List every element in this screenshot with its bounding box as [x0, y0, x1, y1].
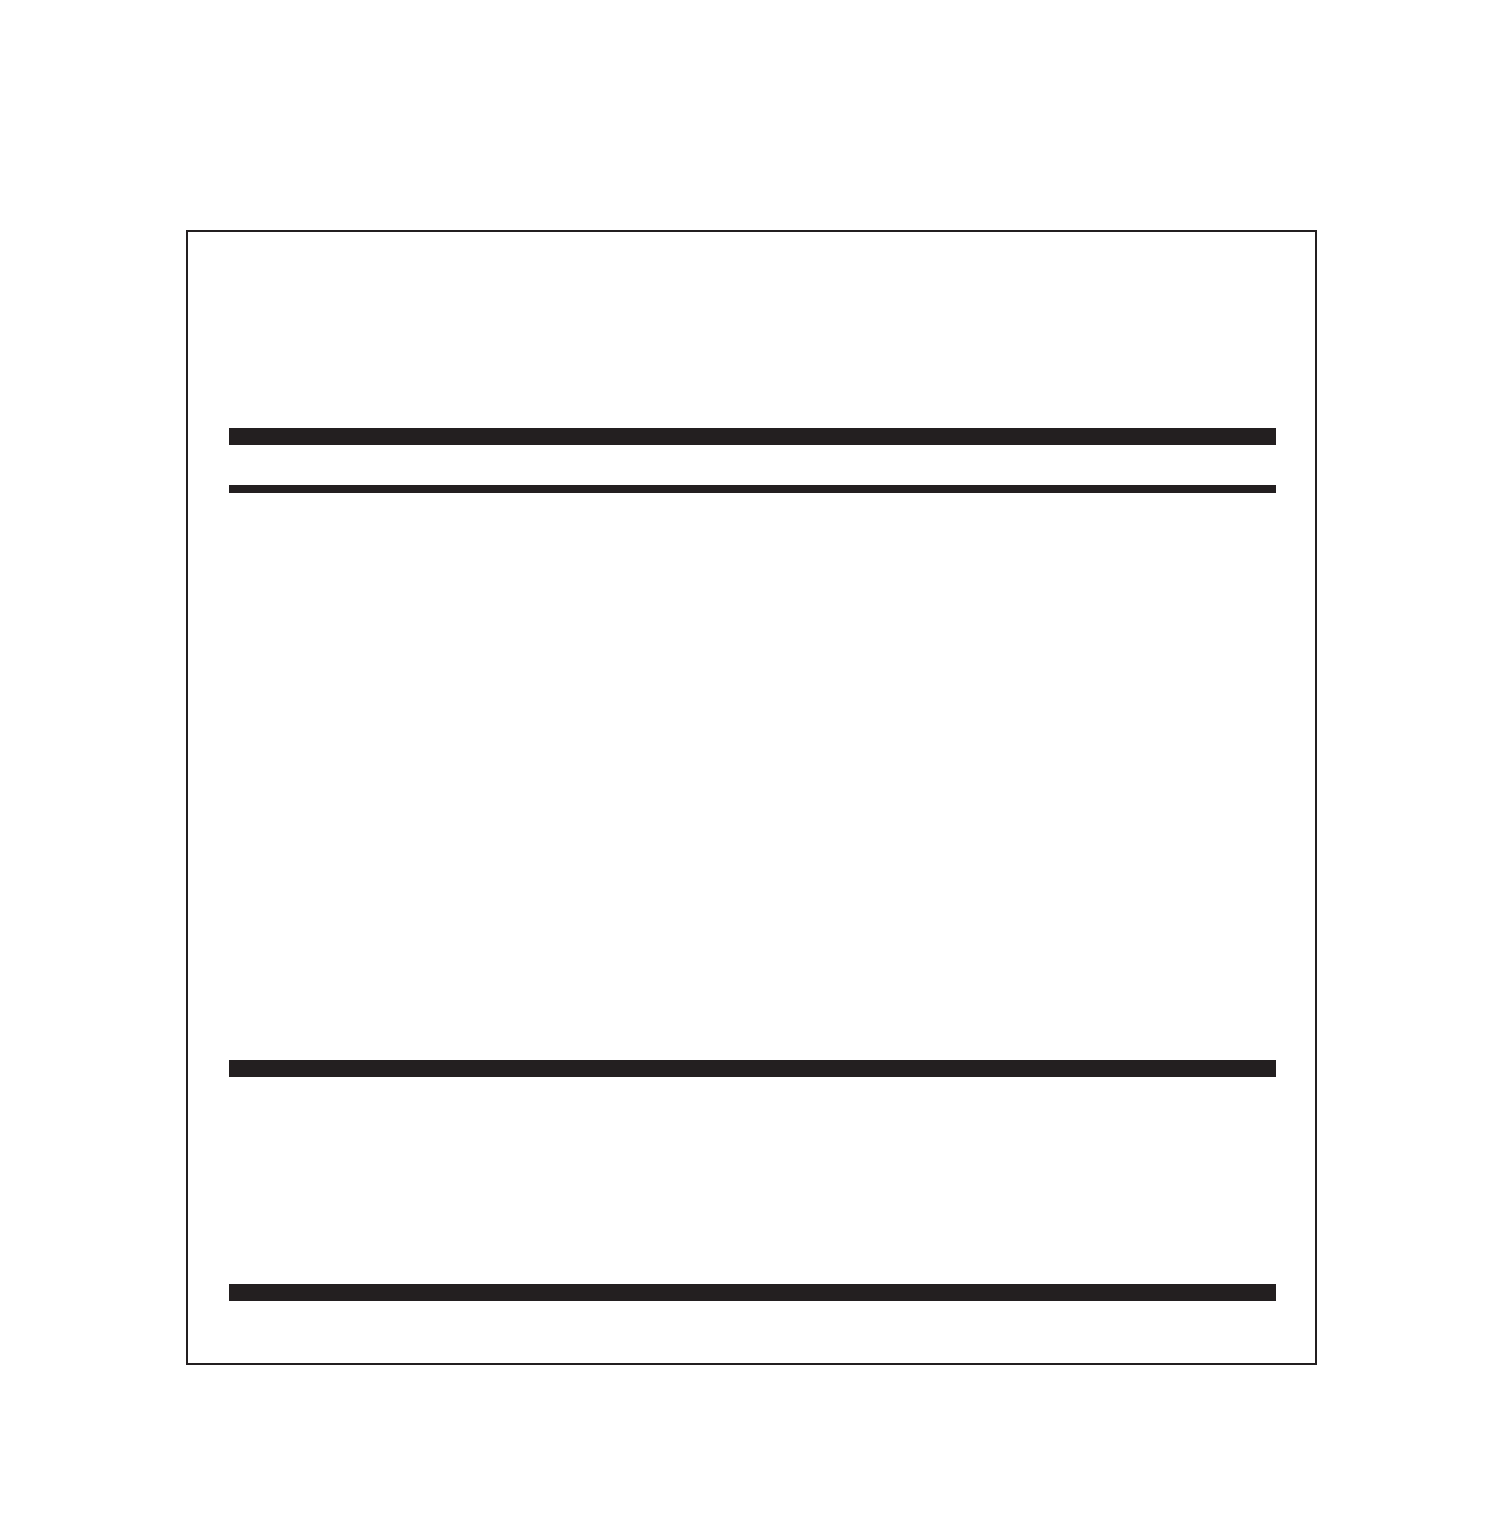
thick-divider-bottom — [229, 1284, 1276, 1301]
medium-divider — [229, 485, 1276, 493]
supplement-facts-panel — [186, 230, 1317, 1365]
thick-divider-top — [229, 428, 1276, 445]
thick-divider-middle — [229, 1060, 1276, 1077]
